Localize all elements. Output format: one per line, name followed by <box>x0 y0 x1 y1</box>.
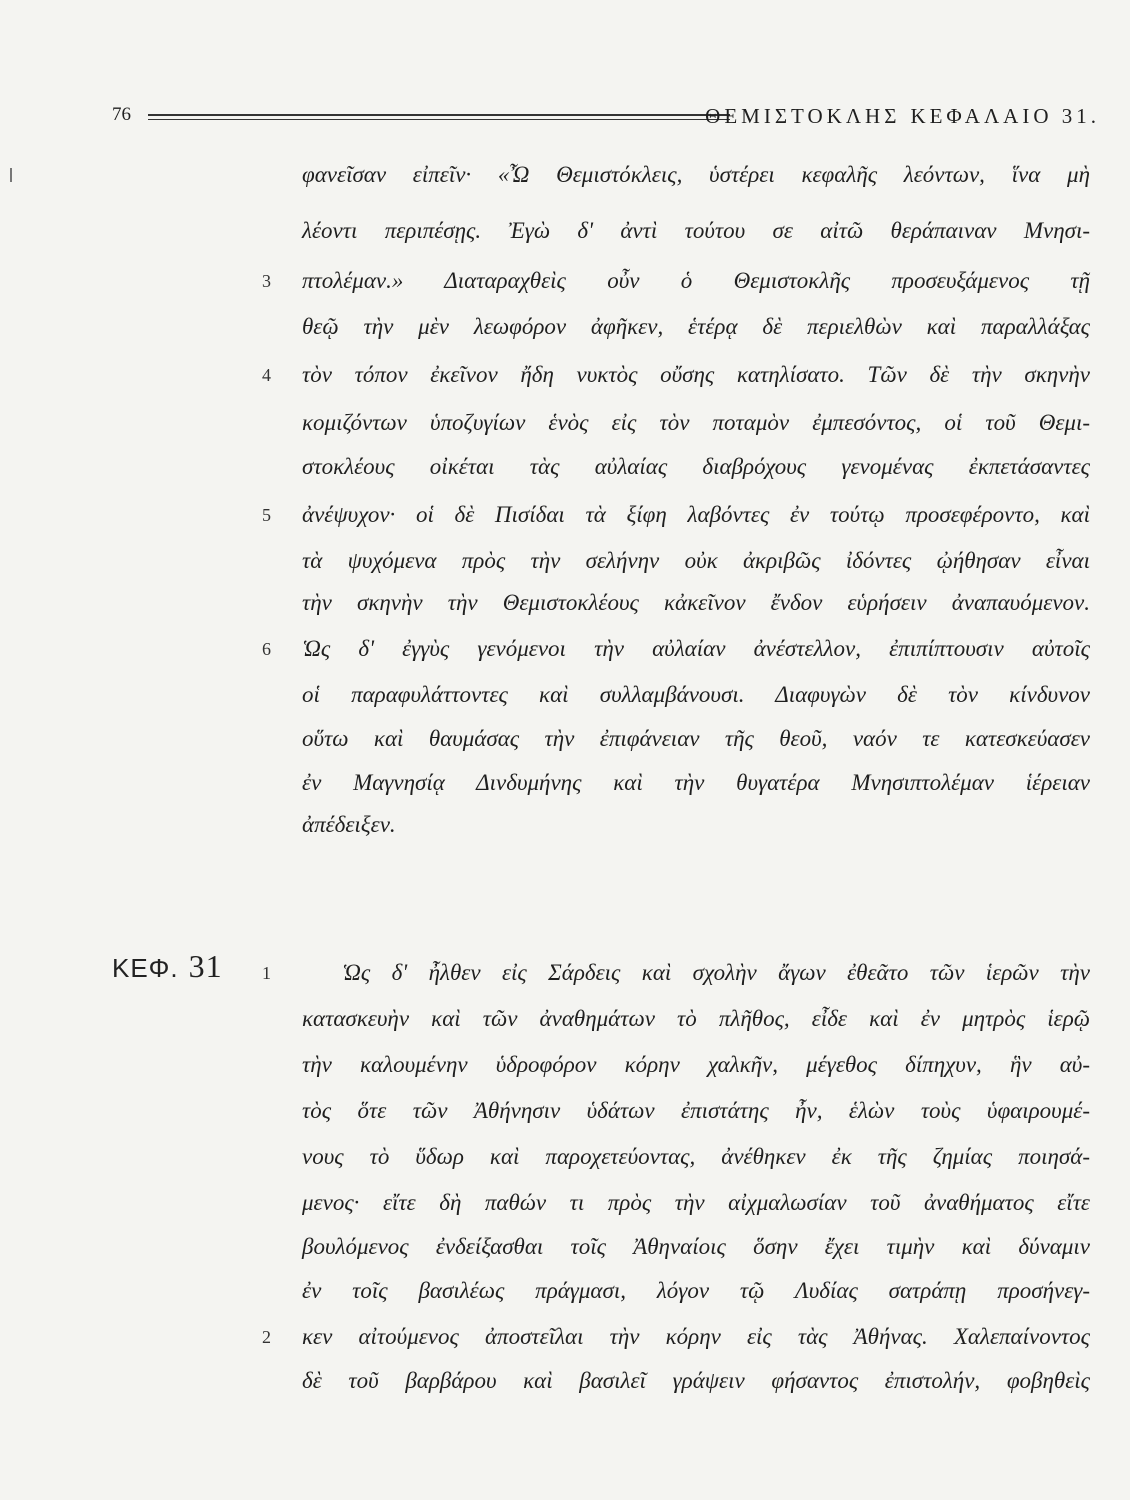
text-line: δὲ τοῦ βαρβάρου καὶ βασιλεῖ γράψειν φήσαντος ἐπιστολήν, φοβηθεὶς <box>302 1368 1090 1393</box>
text-line: τὰ ψυχόμενα πρὸς τὴν σελήνην οὐκ ἀκριβῶς ἰδόντες ᾠήθησαν εἶναι <box>302 548 1090 573</box>
running-header <box>112 104 1100 138</box>
text-line: οὕτω καὶ θαυμάσας τὴν ἐπιφάνειαν τῆς θεοῦ, ναόν τε κατεσκεύασεν <box>302 726 1090 751</box>
text-line: θεῷ τὴν μὲν λεωφόρον ἀφῆκεν, ἑτέρᾳ δὲ περιελθὼν καὶ παραλλάξας <box>302 314 1090 339</box>
text-line: ἀπέδειξεν. <box>302 812 396 837</box>
page-number: 76 <box>112 104 131 125</box>
text-line: νους τὸ ὕδωρ καὶ παροχετεύοντας, ἀνέθηκεν ἐκ τῆς ζημίας ποιησά- <box>302 1144 1090 1169</box>
text-line: Ὡς δ' ἐγγὺς γενόμενοι τὴν αὐλαίαν ἀνέστελλον, ἐπιπίπτουσιν αὐτοῖς <box>302 636 1090 661</box>
line-marker: 5 <box>262 505 271 525</box>
text-line: τὴν σκηνὴν τὴν Θεμιστοκλέους κἀκεῖνον ἔνδον εὑρήσειν ἀναπαυόμενον. <box>302 590 1090 615</box>
text-line: τὸν τόπον ἐκεῖνον ἤδη νυκτὸς οὔσης κατηλίσατο. Τῶν δὲ τὴν σκηνὴν <box>302 362 1090 387</box>
text-line: τὴν καλουμένην ὑδροφόρον κόρην χαλκῆν, μέγεθος δίπηχυν, ἣν αὐ- <box>302 1052 1090 1077</box>
text-line: Ὡς δ' ἦλθεν εἰς Σάρδεις καὶ σχολὴν ἄγων ἐθεᾶτο τῶν ἱερῶν τὴν <box>342 960 1090 985</box>
text-line: τὸς ὅτε τῶν Ἀθήνησιν ὑδάτων ἐπιστάτης ἦν, ἑλὼν τοὺς ὑφαιρουμέ- <box>302 1098 1090 1123</box>
text-line: κομιζόντων ὑποζυγίων ἑνὸς εἰς τὸν ποταμὸν ἐμπεσόντος, οἱ τοῦ Θεμι- <box>302 410 1090 435</box>
line-marker: 1 <box>262 963 271 983</box>
line-marker: 3 <box>262 271 271 291</box>
text-line: φανεῖσαν εἰπεῖν· «Ὦ Θεμιστόκλεις, ὑστέρει κεφαλῆς λεόντων, ἵνα μὴ <box>302 162 1090 187</box>
text-line: μενος· εἴτε δὴ παθών τι πρὸς τὴν αἰχμαλωσίαν τοῦ ἀναθήματος εἴτε <box>302 1190 1090 1215</box>
line-marker: 2 <box>262 1327 271 1347</box>
running-title: ΘΕΜΙΣΤΟΚΛΗΣ ΚΕΦΑΛΑΙΟ 31. <box>705 104 1100 128</box>
text-line: βουλόμενος ἐνδείξασθαι τοῖς Ἀθηναίοις ὅσην ἔχει τιμὴν καὶ δύναμιν <box>302 1234 1090 1259</box>
chapter-number: 31 <box>188 948 223 984</box>
chapter-heading: ΚΕΦ. 31 <box>112 948 223 984</box>
text-line: πτολέμαν.» Διαταραχθεὶς οὖν ὁ Θεμιστοκλῆς προσευξάμενος τῇ <box>302 268 1090 293</box>
text-line: στοκλέους οἰκέται τὰς αὐλαίας διαβρόχους γενομένας ἐκπετάσαντες <box>302 454 1090 479</box>
text-line: ἐν τοῖς βασιλέως πράγμασι, λόγον τῷ Λυδίας σατράπῃ προσήνεγ- <box>302 1278 1090 1303</box>
scan-mark <box>10 168 12 182</box>
text-line: κατασκευὴν καὶ τῶν ἀναθημάτων τὸ πλῆθος, εἶδε καὶ ἐν μητρὸς ἱερῷ <box>302 1006 1090 1031</box>
text-line: κεν αἰτούμενος ἀποστεῖλαι τὴν κόρην εἰς τὰς Ἀθήνας. Χαλεπαίνοντος <box>302 1324 1090 1349</box>
line-marker: 4 <box>262 365 271 385</box>
text-line: οἱ παραφυλάττοντες καὶ συλλαμβάνουσι. Διαφυγὼν δὲ τὸν κίνδυνον <box>302 682 1090 707</box>
text-line: λέοντι περιπέσῃς. Ἐγὼ δ' ἀντὶ τούτου σε αἰτῶ θεράπαιναν Μνησι- <box>302 218 1090 243</box>
line-marker: 6 <box>262 639 271 659</box>
text-line: ἀνέψυχον· οἱ δὲ Πισίδαι τὰ ξίφη λαβόντες ἐν τούτῳ προσεφέροντο, καὶ <box>302 502 1090 527</box>
text-line: ἐν Μαγνησίᾳ Δινδυμήνης καὶ τὴν θυγατέρα Μνησιπτολέμαν ἱέρειαν <box>302 770 1090 795</box>
header-rule <box>148 114 730 120</box>
